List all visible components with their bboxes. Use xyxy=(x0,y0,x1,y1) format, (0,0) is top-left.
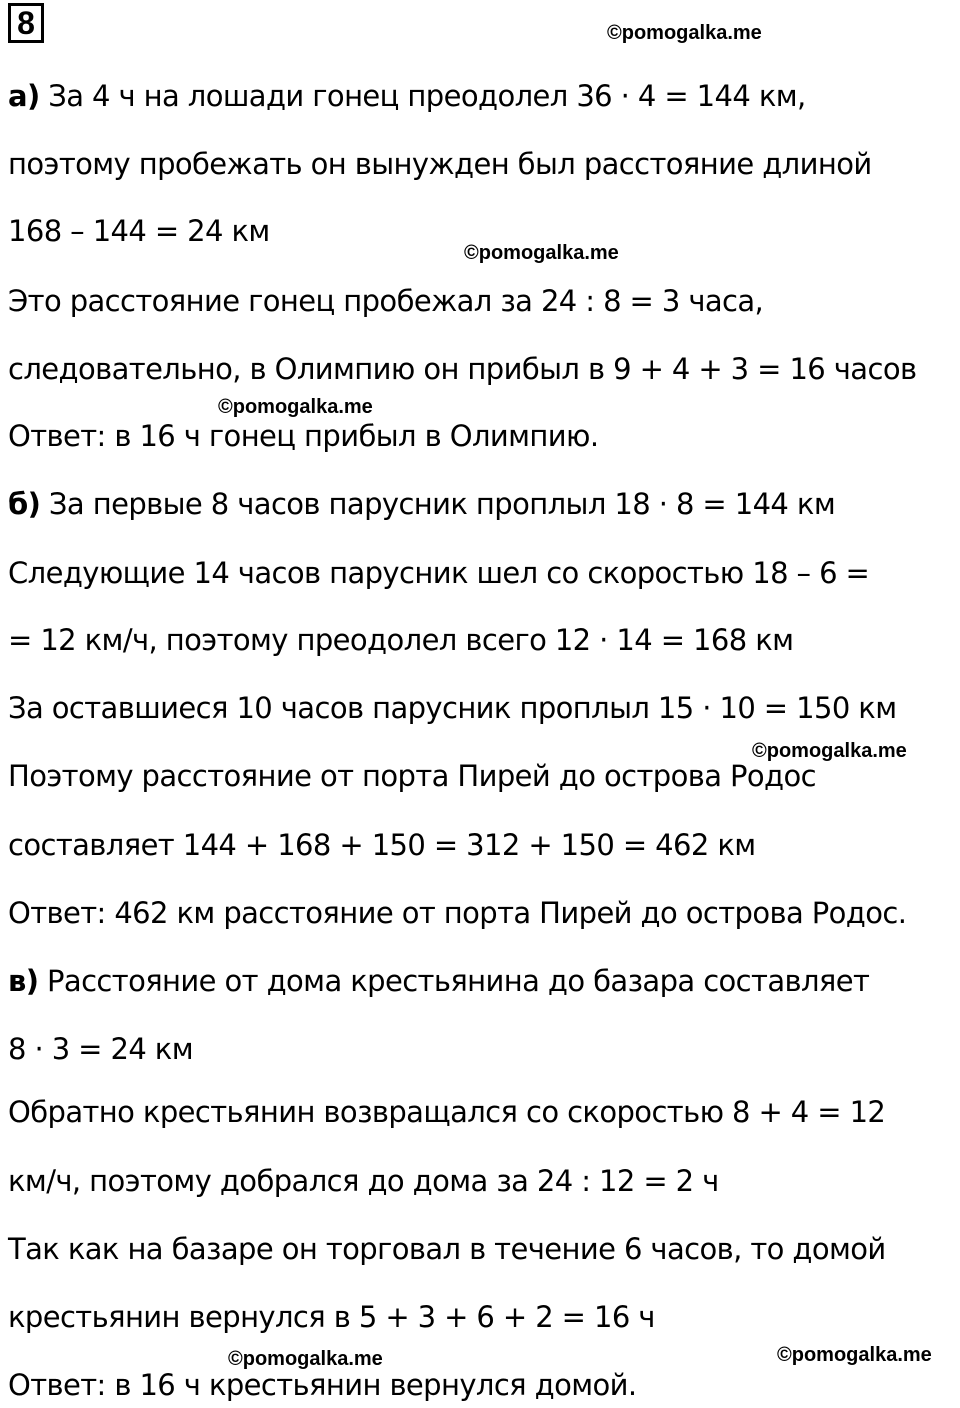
part-b-answer: Ответ: 462 км расстояние от порта Пирей до острова Родос. xyxy=(8,896,907,930)
part-c-line-2: 8 · 3 = 24 км xyxy=(8,1032,194,1066)
part-a-line-1 xyxy=(8,76,806,116)
part-a-line-5: следовательно, в Олимпию он прибыл в 9 + 4 + 3 = 16 часов xyxy=(8,352,917,386)
part-b-line-2: Следующие 14 часов парусник шел со скоростью 18 – 6 = xyxy=(8,556,870,590)
part-a-marker: а) xyxy=(8,79,40,113)
task-number-box: 8 xyxy=(8,3,44,43)
part-c-line-5: Так как на базаре он торговал в течение 6 часов, то домой xyxy=(8,1232,886,1266)
watermark: ©pomogalka.me xyxy=(464,242,619,264)
part-c-line-1 xyxy=(8,961,869,1001)
part-b-line-6: составляет 144 + 168 + 150 = 312 + 150 = 462 км xyxy=(8,828,756,862)
part-b-line-5: Поэтому расстояние от порта Пирей до острова Родос xyxy=(8,759,816,793)
part-c-answer: Ответ: в 16 ч крестьянин вернулся домой. xyxy=(8,1368,637,1402)
part-c-line-6: крестьянин вернулся в 5 + 3 + 6 + 2 = 16 ч xyxy=(8,1300,655,1334)
part-b-line-3: = 12 км/ч, поэтому преодолел всего 12 · 14 = 168 км xyxy=(8,623,794,657)
part-b-text: За первые 8 часов парусник проплыл 18 · 8 = 144 км xyxy=(40,487,836,521)
part-a-line-4: Это расстояние гонец пробежал за 24 : 8 = 3 часа, xyxy=(8,284,764,318)
part-a-line-3: 168 – 144 = 24 км xyxy=(8,214,270,248)
part-a-text: За 4 ч на лошади гонец преодолел 36 · 4 = 144 км, xyxy=(39,79,806,113)
part-c-text: Расстояние от дома крестьянина до базара составляет xyxy=(38,964,870,998)
part-c-marker: в) xyxy=(8,964,39,998)
part-b-line-1 xyxy=(8,484,835,524)
watermark: ©pomogalka.me xyxy=(228,1348,383,1370)
part-a-answer: Ответ: в 16 ч гонец прибыл в Олимпию. xyxy=(8,419,599,453)
part-b-marker: б) xyxy=(8,487,41,521)
watermark: ©pomogalka.me xyxy=(218,396,373,418)
part-b-line-4: За оставшиеся 10 часов парусник проплыл 15 · 10 = 150 км xyxy=(8,691,897,725)
part-c-line-4: км/ч, поэтому добрался до дома за 24 : 12 = 2 ч xyxy=(8,1164,719,1198)
watermark: ©pomogalka.me xyxy=(752,740,907,762)
part-a-line-2: поэтому пробежать он вынужден был расстояние длиной xyxy=(8,147,872,181)
part-c-line-3: Обратно крестьянин возвращался со скоростью 8 + 4 = 12 xyxy=(8,1095,886,1129)
watermark: ©pomogalka.me xyxy=(777,1344,932,1366)
watermark: ©pomogalka.me xyxy=(607,22,762,44)
